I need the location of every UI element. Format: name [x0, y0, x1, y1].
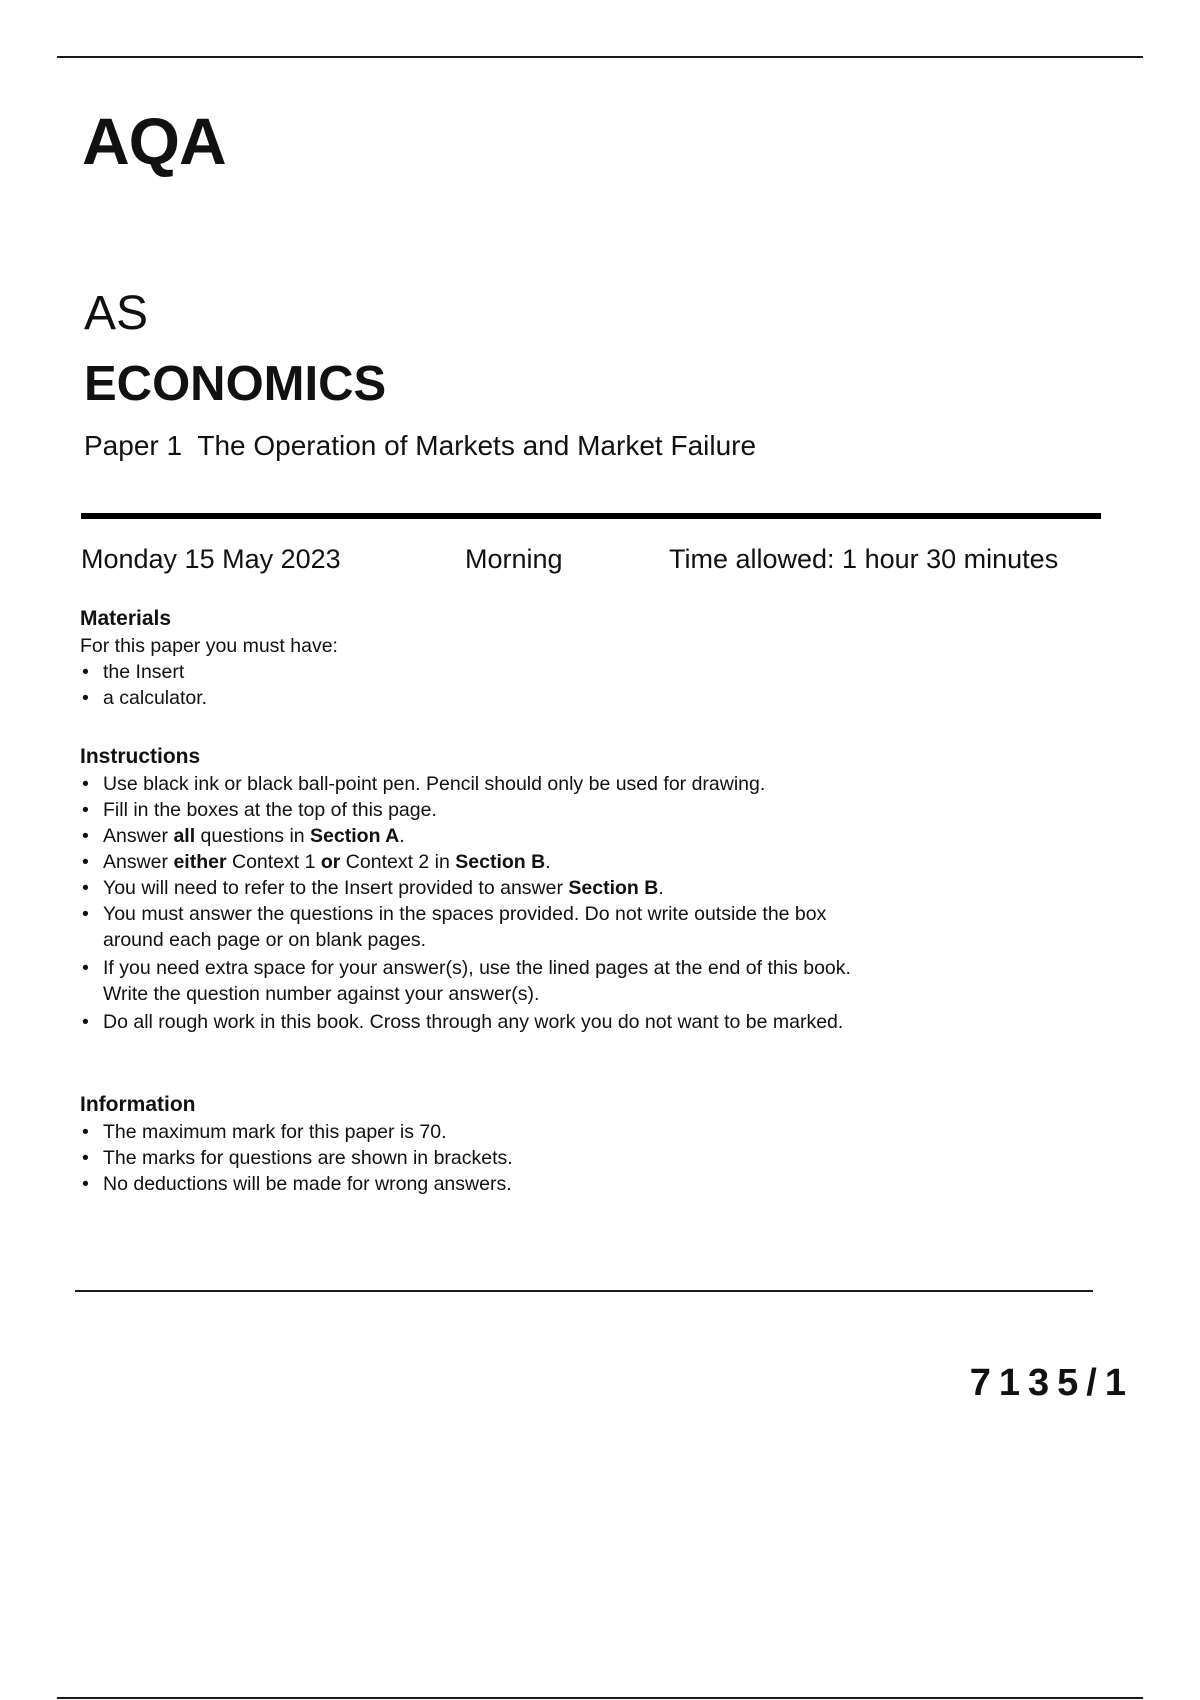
list-item: • No deductions will be made for wrong answers. — [82, 1173, 512, 1195]
bullet-icon: • — [82, 1011, 89, 1033]
exam-session: Morning — [465, 544, 563, 574]
paper-title — [84, 432, 756, 460]
bullet-icon: • — [82, 1173, 89, 1195]
bullet-icon: • — [82, 799, 89, 821]
footer-divider — [75, 1290, 1093, 1292]
list-item: • Fill in the boxes at the top of this page. — [82, 799, 437, 821]
list-item: • Answer either Context 1 or Context 2 in Section B. — [82, 851, 551, 873]
list-item: • Answer all questions in Section A. — [82, 825, 405, 847]
paper-code: 7135/1 — [969, 1362, 1134, 1404]
bullet-icon: • — [82, 661, 89, 683]
paper-number: Paper 1 — [84, 430, 183, 461]
information-list — [80, 1119, 860, 1197]
instructions-list — [80, 771, 860, 1035]
list-item: • the Insert — [82, 661, 185, 683]
bullet-icon: • — [82, 851, 89, 873]
bullet-icon: • — [82, 903, 89, 925]
materials-heading: Materials — [80, 607, 172, 630]
list-item: • The marks for questions are shown in brackets. — [82, 1147, 513, 1169]
instructions-section — [80, 743, 860, 1037]
exam-board-logo: AQA — [82, 104, 226, 178]
list-item: • You will need to refer to the Insert provided to answer Section B. — [82, 877, 664, 899]
qualification-level: AS — [84, 287, 149, 340]
materials-list — [80, 659, 860, 711]
bullet-icon: • — [82, 1147, 89, 1169]
list-item: • You must answer the questions in the spaces provided. Do not write outside the box around each page or on blank pages. — [82, 903, 827, 951]
materials-intro: For this paper you must have: — [80, 635, 338, 657]
list-item: • Use black ink or black ball-point pen. Pencil should only be used for drawing. — [82, 773, 766, 795]
materials-section — [80, 605, 860, 711]
bullet-icon: • — [82, 877, 89, 899]
exam-date: Monday 15 May 2023 — [81, 544, 341, 574]
top-rule — [57, 56, 1143, 58]
bullet-icon: • — [82, 687, 89, 709]
time-allowed: Time allowed: 1 hour 30 minutes — [669, 544, 1059, 574]
bottom-rule — [57, 1697, 1143, 1699]
bullet-icon: • — [82, 773, 89, 795]
information-section — [80, 1091, 860, 1197]
instructions-heading: Instructions — [80, 745, 201, 768]
bullet-icon: • — [82, 825, 89, 847]
bullet-icon: • — [82, 957, 89, 979]
subject-title: ECONOMICS — [84, 357, 387, 411]
information-heading: Information — [80, 1093, 196, 1116]
list-item: • Do all rough work in this book. Cross through any work you do not want to be marked. — [82, 1011, 844, 1033]
paper-name: The Operation of Markets and Market Failure — [197, 430, 757, 461]
list-item: • The maximum mark for this paper is 70. — [82, 1121, 447, 1143]
list-item: • If you need extra space for your answer(s), use the lined pages at the end of this book. Write the question number against your answer(s). — [82, 957, 851, 1005]
list-item: • a calculator. — [82, 687, 208, 709]
header-divider — [81, 513, 1101, 519]
bullet-icon: • — [82, 1121, 89, 1143]
